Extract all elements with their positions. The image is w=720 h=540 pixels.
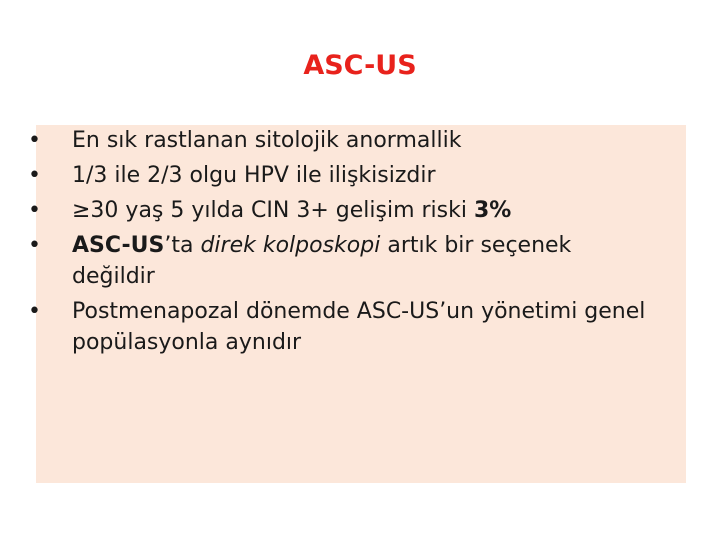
bullet-marker: • bbox=[28, 163, 41, 188]
slide-title: ASC-US bbox=[303, 50, 417, 81]
bullet-item bbox=[0, 230, 700, 292]
bullet-italic: direk kolposkopi bbox=[200, 233, 381, 258]
bullet-list bbox=[0, 125, 700, 362]
bullet-text: Postmenapozal dönemde ASC-US’un yönetimi genel popülasyonla aynıdır bbox=[72, 299, 646, 355]
bullet-marker: • bbox=[28, 299, 41, 324]
bullet-emphasis: ASC-US bbox=[72, 233, 165, 258]
bullet-item bbox=[0, 296, 700, 358]
bullet-text: 1/3 ile 2/3 olgu HPV ile ilişkisizdir bbox=[72, 163, 436, 188]
bullet-text: artık bir seçenek değildir bbox=[72, 233, 572, 289]
bullet-item bbox=[0, 195, 700, 226]
bullet-item bbox=[0, 160, 700, 191]
bullet-text: ≥30 yaş 5 yılda CIN 3+ gelişim riski bbox=[72, 198, 474, 223]
bullet-item bbox=[0, 125, 700, 156]
bullet-marker: • bbox=[28, 233, 41, 258]
bullet-marker: • bbox=[28, 128, 41, 153]
bullet-text: ’ta bbox=[164, 233, 201, 258]
bullet-text: En sık rastlanan sitolojik anormallik bbox=[72, 128, 462, 153]
bullet-marker: • bbox=[28, 198, 41, 223]
bullet-emphasis: 3% bbox=[473, 198, 512, 223]
